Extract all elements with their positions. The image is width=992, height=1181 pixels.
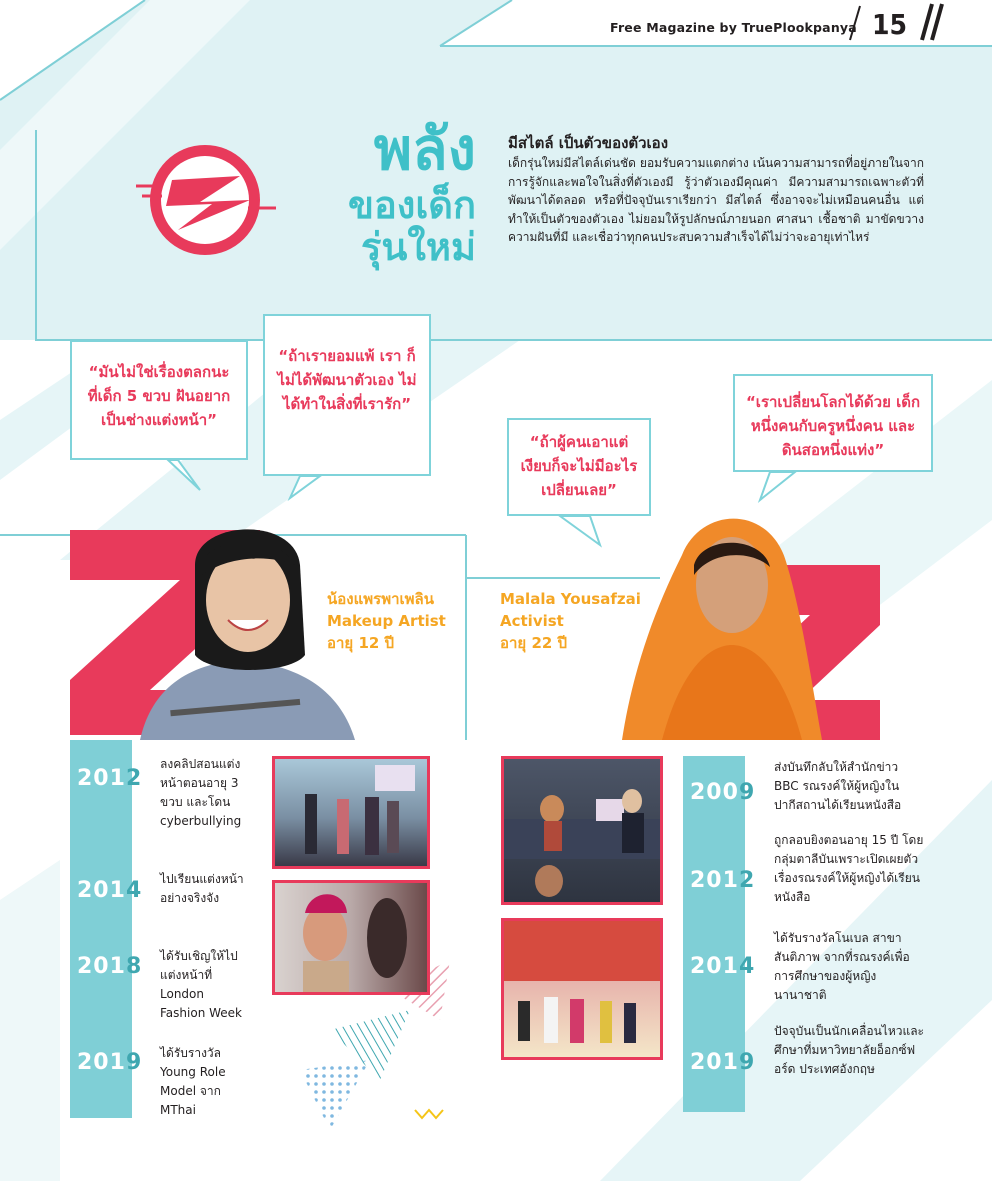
page-number: 15 [872, 8, 908, 41]
timeline-right-event-2: ถูกลอบยิงตอนอายุ 15 ปี โดยกลุ่มตาลีบันเพราะเปิดเผยตัวเรื่องรณรงค์ให้ผู้หญิงได้เรียนหนังสือ [774, 833, 924, 904]
timeline-right-event-1: ส่งบันทึกลับให้สำนักข่าว BBC รณรงค์ให้ผู้หญิงในปากีสถานได้เรียนหนังสือ [774, 760, 902, 812]
portrait-praew [140, 505, 355, 740]
timeline-left-event-3: ได้รับเชิญให้ไปแต่งหน้าที่ London Fashion Week [160, 949, 242, 1020]
title-line-2: ของเด็ก [347, 183, 476, 227]
title-line-3: รุ่นใหม่ [360, 225, 476, 269]
timeline-right-year-4: 2019 [690, 1050, 756, 1075]
photo-nobel-ceremony [501, 918, 663, 1060]
quote-4: “เราเปลี่ยนโลกได้ด้วย เด็กหนึ่งคนกับครูหนึ่งคน และดินสอหนึ่งแท่ง” [733, 374, 933, 472]
profile-left-age: อายุ 12 ปี [327, 634, 395, 652]
z-lightning-icon [130, 140, 280, 260]
timeline-right-event-3: ได้รับรางวัลโนเบล สาขาสันติภาพ จากที่รณรงค์เพื่อการศึกษาของผู้หญิงนานาชาติ [774, 931, 910, 1002]
timeline-left-year-2: 2014 [77, 878, 143, 903]
timeline-left-event-1: ลงคลิปสอนแต่งหน้าตอนอายุ 3 ขวบ และโดน cyberbullying [160, 757, 242, 828]
timeline-right-year-1: 2009 [690, 780, 756, 805]
profile-right-age: อายุ 22 ปี [500, 634, 568, 652]
intro-body: เด็กรุ่นใหม่มีสไตล์เด่นชัด ยอมรับความแตกต่าง เน้นความสามารถที่อยู่ภายในจากการรู้จักและพอใจในสิ่งที่ตัวเองมี รู้ว่าตัวเองมีคุณค่า มีความสามารถเฉพาะตัวที่พัฒนาได้ตลอด หรือที่ปัจจุบันเราเรียกว่า มีสไตล์ ซึ่งอาจจะไม่เหมือนคนอื่น แต่ทำให้เป็นตัวของตัวเอง ไม่ยอมให้รูปลักษณ์ภายนอก ศาสนา เชื้อชาติ มาขัดขวางความฝันที่มี และเชื่อว่าทุกคนประสบความสำเร็จได้ไม่ว่าจะอายุเท่าไหร่ [508, 156, 924, 244]
timeline-left-year-3: 2018 [77, 954, 143, 979]
timeline-left-year-1: 2012 [77, 766, 143, 791]
profile-right-role: Activist [500, 612, 564, 630]
quote-3: “ถ้าผู้คนเอาแต่ เงียบก็จะไม่มีอะไร เปลี่ยนเลย” [507, 418, 651, 516]
intro-heading: มีสไตล์ เป็นตัวของตัวเอง [508, 134, 669, 152]
photo-makeup-session [272, 880, 430, 995]
timeline-left-event-4: ได้รับรางวัล Young Role Model จาก MThai [160, 1046, 226, 1117]
portrait-malala [622, 495, 822, 740]
timeline-right-year-2: 2012 [690, 868, 756, 893]
timeline-left-year-4: 2019 [77, 1050, 143, 1075]
title-line-1: พลัง [373, 115, 476, 183]
photo-fashion-week [272, 756, 430, 869]
profile-left-name: น้องแพรพาเพลิน [327, 590, 434, 608]
profile-right [500, 588, 641, 654]
profile-left-role: Makeup Artist [327, 612, 446, 630]
quote-2: “ถ้าเรายอมแพ้ เรา ก็ไม่ได้พัฒนาตัวเอง ไม่ได้ทำในสิ่งที่เรารัก” [263, 314, 431, 476]
timeline-left-event-2: ไปเรียนแต่งหน้าอย่างจริงจัง [160, 872, 244, 905]
photo-nobel-award [501, 756, 663, 905]
profile-left [327, 588, 446, 654]
quote-1: “มันไม่ใช่เรื่องตลกนะ ที่เด็ก 5 ขวบ ฝันอยาก เป็นช่างแต่งหน้า” [70, 340, 248, 460]
page-title [344, 115, 476, 269]
timeline-right-event-4: ปัจจุบันเป็นนักเคลื่อนไหวและศึกษาที่มหาวิทยาลัยอ็อกซ์ฟอร์ด ประเทศอังกฤษ [774, 1024, 924, 1076]
profile-right-name: Malala Yousafzai [500, 590, 641, 608]
magazine-name: Free Magazine by TruePlookpanya [610, 20, 857, 35]
timeline-right-year-3: 2014 [690, 954, 756, 979]
